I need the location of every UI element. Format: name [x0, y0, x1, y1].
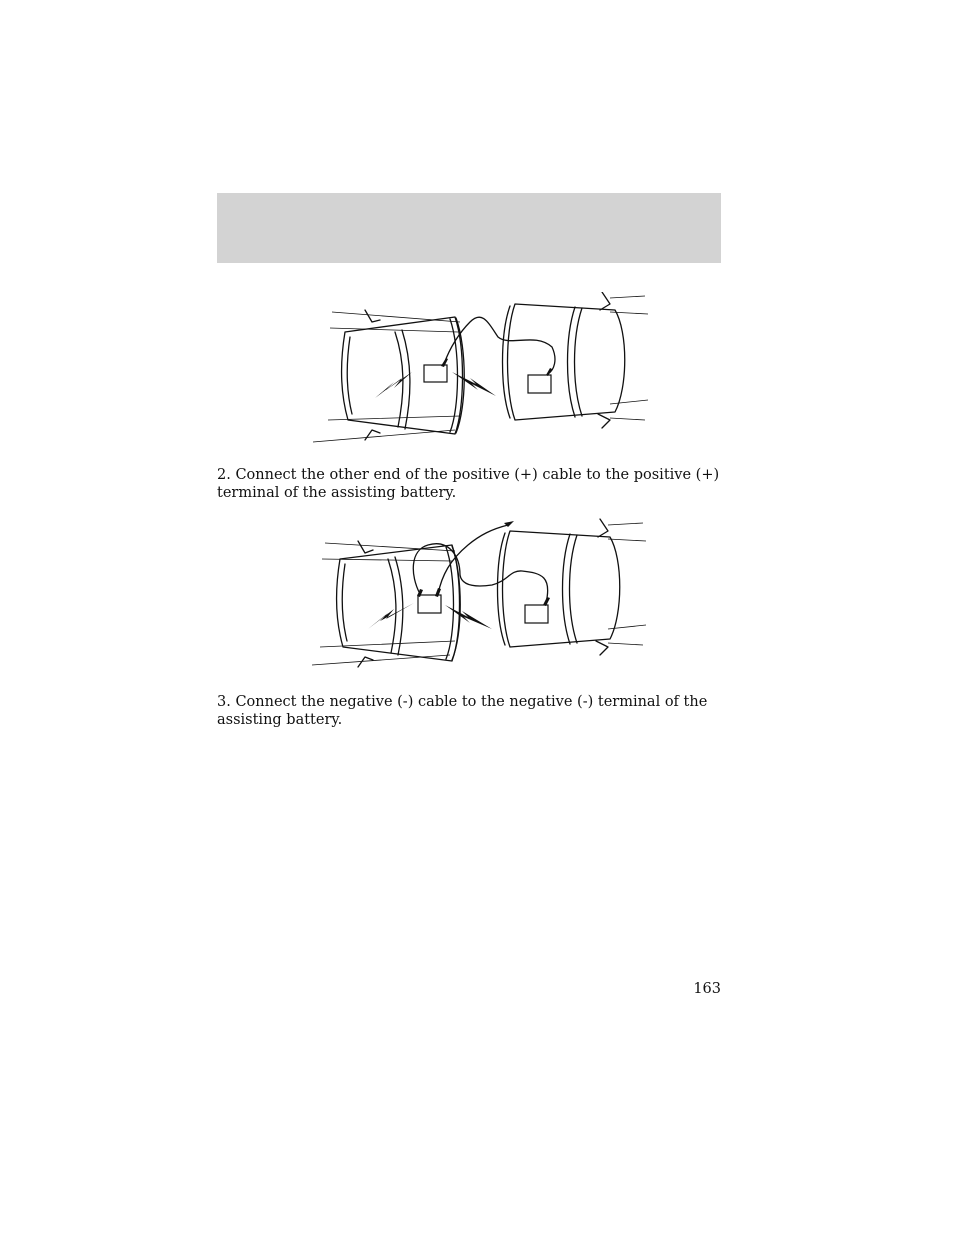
spark-bolt-icon [368, 603, 414, 629]
jump-start-diagram-positive-cable-second-end [310, 515, 655, 675]
diagram-svg [310, 515, 655, 675]
page-number: 163 [693, 981, 721, 997]
spark-bolt-icon [375, 372, 412, 398]
dead-battery-icon [424, 365, 447, 382]
step-2-instruction: 2. Connect the other end of the positive (+) cable to the positive (+) terminal of the assisting battery. [217, 467, 720, 501]
assisting-battery-icon [528, 375, 551, 393]
spark-bolt-icon [445, 605, 492, 629]
assisting-battery-icon [525, 605, 548, 623]
assisting-vehicle [503, 292, 649, 428]
step-3-instruction: 3. Connect the negative (-) cable to the negative (-) terminal of the assisting battery. [217, 694, 708, 728]
positive-cable [413, 544, 547, 603]
assisting-vehicle [498, 519, 647, 655]
diagram-svg [310, 292, 655, 452]
section-header-band [217, 193, 721, 263]
cable-clamp-icon [543, 597, 550, 606]
jump-start-diagram-positive-cable-first-end [310, 292, 655, 452]
spark-bolt-icon [452, 372, 496, 396]
dead-battery-icon [418, 595, 441, 613]
